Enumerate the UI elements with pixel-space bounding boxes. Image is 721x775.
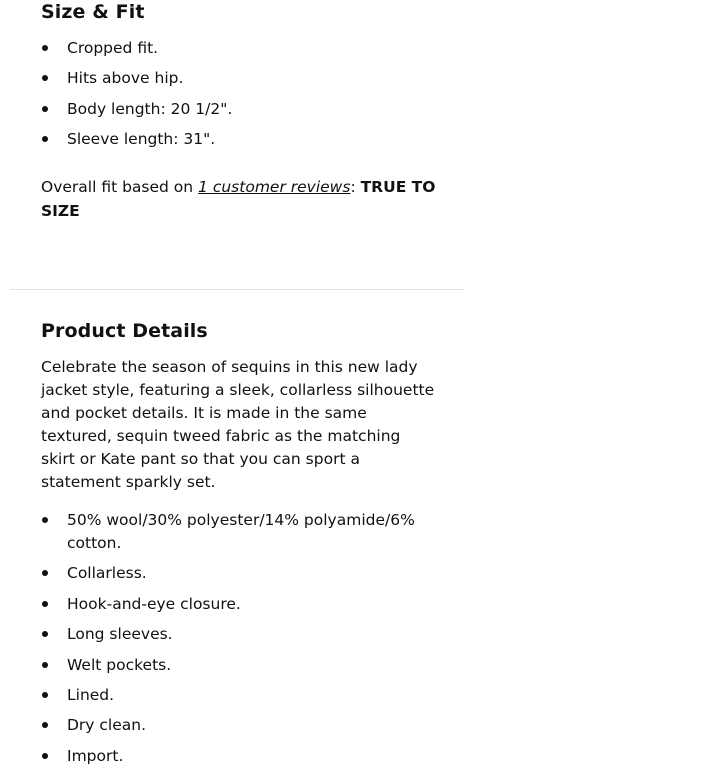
size-fit-title: Size & Fit bbox=[41, 1, 145, 23]
overall-fit-separator: : bbox=[350, 178, 361, 197]
list-item: Body length: 20 1/2". bbox=[41, 98, 441, 121]
product-details-section bbox=[41, 319, 441, 775]
list-item: Collarless. bbox=[41, 562, 421, 585]
list-item: Lined. bbox=[41, 684, 421, 707]
customer-reviews-link[interactable]: 1 customer reviews bbox=[198, 178, 351, 197]
section-divider bbox=[10, 289, 465, 290]
size-fit-section bbox=[41, 0, 441, 223]
list-item: Hook-and-eye closure. bbox=[41, 593, 421, 616]
list-item: Sleeve length: 31". bbox=[41, 128, 441, 151]
product-description: Celebrate the season of sequins in this new lady jacket style, featuring a sleek, collarless silhouette and pocket details. It is made in the same textured, sequin tweed fabric as the matching skirt or Kate pant so that you can sport a statement sparkly set. bbox=[41, 358, 435, 491]
overall-fit-value: TRUE TO SIZE bbox=[41, 178, 436, 221]
product-details-list bbox=[41, 509, 421, 768]
size-fit-list bbox=[41, 37, 441, 151]
list-item: 50% wool/30% polyester/14% polyamide/6% cotton. bbox=[41, 509, 421, 555]
list-item: Dry clean. bbox=[41, 714, 421, 737]
list-item: Hits above hip. bbox=[41, 67, 441, 90]
product-details-title: Product Details bbox=[41, 320, 208, 342]
overall-fit-prefix: Overall fit based on bbox=[41, 178, 199, 197]
list-item: Welt pockets. bbox=[41, 654, 421, 677]
overall-fit-summary bbox=[41, 175, 441, 223]
list-item: Import. bbox=[41, 745, 421, 768]
list-item: Long sleeves. bbox=[41, 623, 421, 646]
list-item: Cropped fit. bbox=[41, 37, 441, 60]
